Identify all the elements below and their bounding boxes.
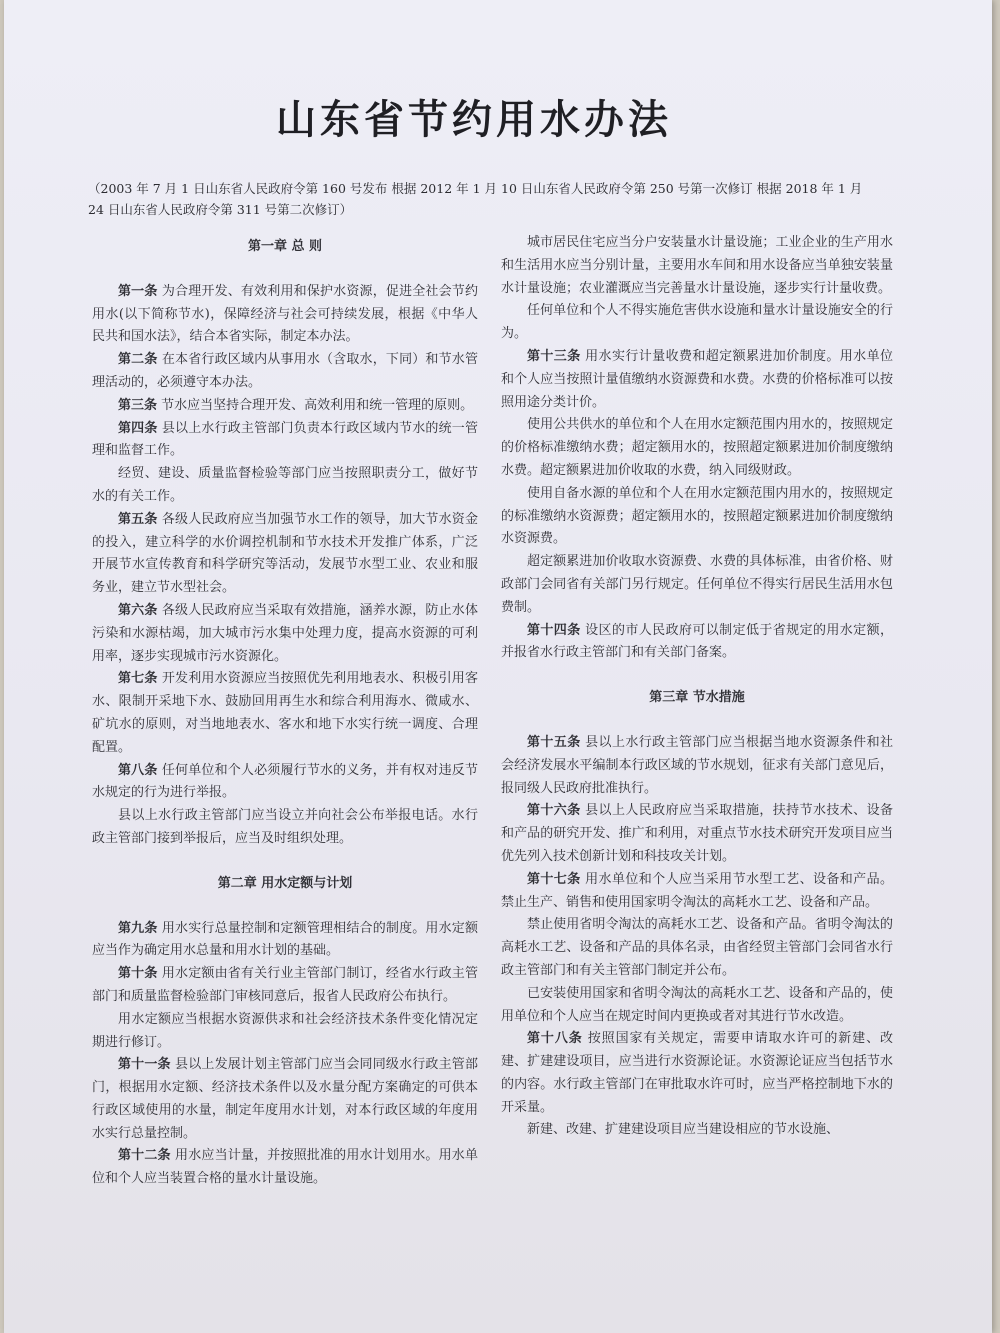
body-paragraph: 城市居民住宅应当分户安装量水计量设施；工业企业的生产用水和生活用水应当分别计量，主要用水车间和用水设备应当单独安装量水计量设施；农业灌溉应当完善量水计量设施，逐步实行计量收费。 (501, 235, 893, 296)
article-text: 任何单位和个人必须履行节水的义务，并有权对违反节水规定的行为进行举报。 (92, 762, 478, 801)
body-paragraph: 超定额累进加价收取水资源费、水费的具体标准，由省价格、财政部门会同省有关部门另行规定。任何单位不得实行居民生活用水包费制。 (501, 554, 893, 615)
document-page (4, 0, 992, 1333)
article-label: 第一条 (118, 283, 158, 299)
article-label: 第四条 (118, 420, 158, 436)
chapter-heading: 第三章 节水措施 (649, 690, 745, 706)
article-label: 第十二条 (118, 1148, 171, 1164)
article-label: 第十一条 (118, 1057, 171, 1073)
body-paragraph: 县以上水行政主管部门应当设立并向社会公布举报电话。水行政主管部门接到举报后，应当及时组织处理。 (92, 808, 478, 846)
body-paragraph: 任何单位和个人不得实施危害供水设施和量水计量设施安全的行为。 (501, 303, 893, 342)
article-text: 用水实行计量收费和超定额累进加价制度。用水单位和个人应当按照计量值缴纳水资源费和水费。水费的价格标准可以按照用途分类计价。 (501, 348, 893, 410)
article-text: 节水应当坚持合理开发、高效利用和统一管理的原则。 (161, 397, 474, 413)
article-paragraph (92, 1054, 478, 1145)
article-text: 用水实行总量控制和定额管理相结合的制度。用水定额应当作为确定用水总量和用水计划的基础。 (92, 920, 478, 959)
article-label: 第十四条 (527, 622, 581, 638)
article-text: 县以上发展计划主管部门应当会同同级水行政主管部门，根据用水定额、经济技术条件以及水量分配方案确定的可供本行政区域使用的水量，制定年度用水计划，对本行政区域的年度用水实行总量控制。 (92, 1057, 478, 1141)
article-text: 用水应当计量，并按照批准的用水计划用水。用水单位和个人应当装置合格的量水计量设施。 (92, 1148, 478, 1187)
article-text: 用水单位和个人应当采用节水型工艺、设备和产品。禁止生产、销售和使用国家明令淘汰的高耗水工艺、设备和产品。 (501, 871, 893, 910)
article-text: 开发利用水资源应当按照优先利用地表水、积极引用客水、限制开采地下水、鼓励回用再生水和综合利用海水、微咸水、矿坑水的原则，对当地地表水、客水和地下水实行统一调度、合理配置。 (92, 671, 478, 755)
article-paragraph (92, 918, 478, 964)
article-paragraph (501, 800, 893, 868)
source-note: （2003 年 7 月 1 日山东省人民政府令第 160 号发布 根据 2012 年 1 月 10 日山东省人民政府令第 250 号第一次修订 根据 2018 年 1 月 24 日山东省人民政府令第 311 号第二次修订） (88, 181, 863, 217)
right-column (501, 232, 893, 1142)
article-paragraph (501, 869, 893, 915)
body-paragraph: 已安装使用国家和省明令淘汰的高耗水工艺、设备和产品的，使用单位和个人应当在规定时间内更换或者对其进行节水改造。 (501, 985, 893, 1024)
body-paragraph: 新建、改建、扩建建设项目应当建设相应的节水设施、 (527, 1122, 840, 1138)
article-text: 县以上人民政府应当采取措施，扶持节水技术、设备和产品的研究开发、推广和利用，对重点节水技术研究开发项目应当优先列入技术创新计划和科技攻关计划。 (501, 803, 893, 864)
article-paragraph (92, 395, 478, 418)
article-label: 第十条 (118, 966, 158, 982)
article-paragraph (92, 600, 478, 668)
article-text: 为合理开发、有效利用和保护水资源，促进全社会节约用水(以下简称节水)，保障经济与社会可持续发展，根据《中华人民共和国水法》，结合本省实际，制定本办法。 (92, 283, 478, 345)
body-paragraph: 使用公共供水的单位和个人在用水定额范围内用水的，按照规定的价格标准缴纳水费；超定额用水的，按照超定额累进加价制度缴纳水费。超定额累进加价收取的水费，纳入同级财政。 (501, 417, 893, 478)
article-paragraph (92, 963, 478, 1009)
article-label: 第八条 (118, 762, 158, 778)
article-paragraph (92, 418, 478, 464)
article-paragraph (92, 760, 478, 806)
article-label: 第十八条 (527, 1031, 583, 1047)
chapter-heading: 第一章 总 则 (247, 239, 323, 254)
body-paragraph: 禁止使用省明令淘汰的高耗水工艺、设备和产品。省明令淘汰的高耗水工艺、设备和产品的具体名录，由省经贸主管部门会同省水行政主管部门和有关主管部门制定并公布。 (501, 917, 893, 978)
body-paragraph: 用水定额应当根据水资源供求和社会经济技术条件变化情况定期进行修订。 (92, 1011, 478, 1050)
article-label: 第五条 (118, 511, 158, 527)
article-label: 第六条 (118, 602, 158, 618)
article-label: 第十七条 (527, 871, 581, 887)
article-label: 第十三条 (527, 348, 581, 364)
article-paragraph (501, 346, 893, 414)
article-text: 各级人民政府应当加强节水工作的领导，加大节水资金的投入，建立科学的水价调控机制和节水技术开发推广体系，广泛开展节水宣传教育和科学研究等活动，发展节水型工业、农业和服务业，建立节水型社会。 (92, 511, 478, 596)
article-paragraph (501, 620, 893, 666)
body-paragraph: 使用自备水源的单位和个人在用水定额范围内用水的，按照规定的标准缴纳水资源费；超定额用水的，按照超定额累进加价制度缴纳水资源费。 (501, 485, 893, 547)
document-title: 山东省节约用水办法 (276, 96, 672, 143)
article-paragraph (92, 349, 478, 395)
article-paragraph (92, 509, 478, 600)
article-label: 第十六条 (527, 803, 581, 819)
article-label: 第十五条 (527, 734, 581, 750)
article-label: 第七条 (118, 671, 158, 687)
article-text: 用水定额由省有关行业主管部门制订，经省水行政主管部门和质量监督检验部门审核同意后，报省人民政府公布执行。 (92, 966, 478, 1004)
article-text: 在本省行政区域内从事用水（含取水，下同）和节水管理活动的，必须遵守本办法。 (92, 352, 478, 390)
article-label: 第二条 (118, 352, 158, 368)
article-text: 县以上水行政主管部门负责本行政区域内节水的统一管理和监督工作。 (92, 420, 478, 459)
article-label: 第三条 (118, 397, 158, 413)
article-paragraph (92, 668, 478, 759)
article-paragraph (501, 732, 893, 800)
chapter-heading: 第二章 用水定额与计划 (217, 875, 353, 891)
article-text: 按照国家有关规定，需要申请取水许可的新建、改建、扩建建设项目，应当进行水资源论证。水资源论证应当包括节水的内容。水行政主管部门在审批取水许可时，应当严格控制地下水的开采量。 (501, 1031, 893, 1115)
article-label: 第九条 (118, 920, 158, 936)
article-text: 设区的市人民政府可以制定低于省规定的用水定额，并报省水行政主管部门和有关部门备案。 (501, 622, 893, 661)
article-paragraph (92, 281, 478, 349)
article-text: 县以上水行政主管部门应当根据当地水资源条件和社会经济发展水平编制本行政区域的节水规划，征求有关部门意见后，报同级人民政府批准执行。 (501, 734, 893, 796)
article-text: 各级人民政府应当采取有效措施，涵养水源，防止水体污染和水源枯竭，加大城市污水集中处理力度，提高水资源的可利用率，逐步实现城市污水资源化。 (92, 602, 478, 664)
article-paragraph (501, 1028, 893, 1119)
body-paragraph: 经贸、建设、质量监督检验等部门应当按照职责分工，做好节水的有关工作。 (92, 466, 478, 504)
left-column (92, 236, 478, 1191)
article-paragraph (92, 1145, 478, 1191)
